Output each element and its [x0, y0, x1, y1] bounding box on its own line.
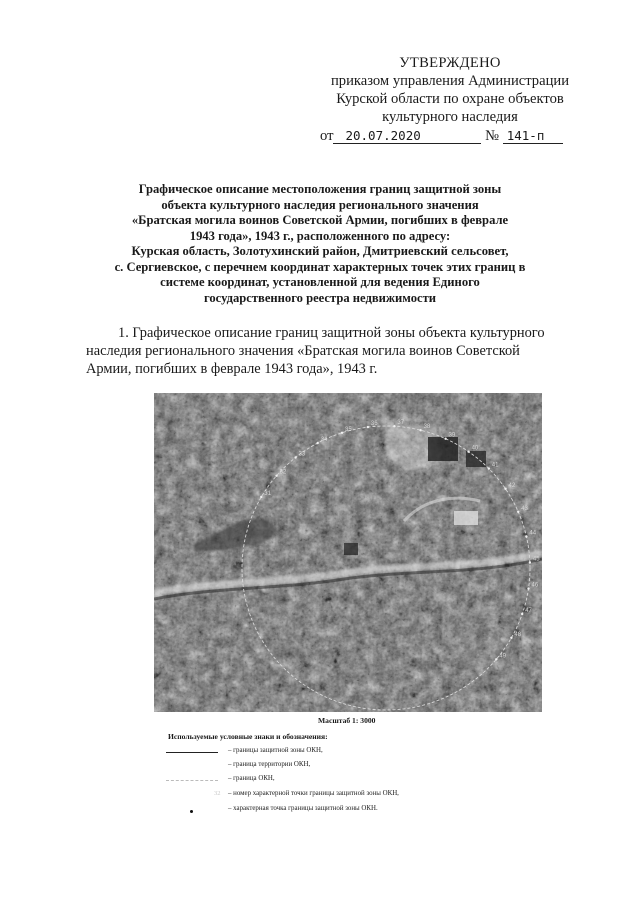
order-date: 20.07.2020	[333, 129, 481, 144]
legend-dot-symbol	[160, 804, 222, 814]
building	[454, 511, 478, 525]
legend-item-text: – характерная точка границы защитной зоны ОКН.	[228, 805, 378, 812]
approval-date-line	[300, 127, 600, 145]
boundary-point-label: 47	[525, 608, 532, 614]
approval-heritage-line: культурного наследия	[382, 109, 518, 125]
building	[344, 543, 358, 555]
boundary-point	[444, 438, 446, 440]
boundary-point	[467, 451, 469, 453]
title-line: 1943 года», 1943 г., расположенного по адресу:	[189, 228, 451, 243]
approval-authority-line: Курской области по охране объектов	[336, 91, 564, 107]
approval-block	[300, 54, 600, 145]
from-label: от	[320, 128, 334, 144]
boundary-point	[521, 613, 523, 615]
boundary-point	[495, 658, 497, 660]
boundary-point-label: 37	[397, 420, 405, 427]
document-title	[70, 182, 570, 306]
boundary-point-label: 44	[529, 530, 537, 537]
legend-point-number-symbol	[160, 789, 222, 799]
boundary-point	[517, 511, 519, 513]
legend-item-text: – граница ОКН,	[228, 775, 275, 782]
boundary-point-label: 38	[423, 424, 431, 431]
paragraph-line: Армии, погибших в феврале 1943 года», 1943 г.	[86, 361, 378, 377]
title-line: объекта культурного наследия регионального значения	[161, 197, 479, 212]
title-line: государственного реестра недвижимости	[203, 290, 437, 305]
boundary-point-label: 46	[531, 582, 539, 589]
legend-dashed-line-symbol	[160, 774, 222, 784]
boundary-point	[529, 561, 531, 563]
title-line: системе координат, установленной для ведения Единого	[160, 275, 480, 289]
boundary-point-label: 39	[448, 432, 456, 439]
section-paragraph	[86, 324, 574, 378]
legend-solid-line-symbol	[160, 746, 222, 756]
boundary-point	[504, 488, 506, 490]
boundary-point-label: 32	[279, 469, 287, 476]
building	[466, 451, 486, 467]
legend-item-text: – границы защитной зоны ОКН,	[228, 747, 323, 754]
boundary-point-label: 36	[370, 421, 378, 428]
building	[428, 437, 458, 461]
paragraph-line: наследия регионального значения «Братская могила воинов Советской	[86, 343, 520, 359]
boundary-point	[317, 442, 319, 444]
boundary-point-label: 49	[499, 653, 506, 660]
boundary-point-label: 41	[491, 462, 499, 469]
number-label: №	[485, 128, 500, 144]
title-line: с. Сергиевское, с перечнем координат характерных точек этих границ в	[114, 259, 526, 274]
boundary-point-label: 42	[508, 482, 516, 489]
legend-item-text: – граница территории ОКН,	[228, 761, 311, 768]
boundary-point	[393, 425, 395, 427]
aerial-map	[154, 393, 542, 712]
legend-blank-symbol	[160, 760, 222, 770]
boundary-point	[294, 456, 296, 458]
legend-item-text: – номер характерной точки границы защитной зоны ОКН,	[228, 790, 399, 797]
legend-title: Используемые условные знаки и обозначения:	[168, 732, 328, 741]
title-line: Графическое описание местоположения границ защитной зоны	[138, 182, 502, 196]
approval-order-line: приказом управления Администрации	[330, 73, 570, 89]
boundary-point-label: 33	[298, 451, 306, 458]
boundary-point-label: 40	[471, 445, 479, 452]
boundary-point-label: 34	[320, 437, 328, 443]
boundary-point-label: 31	[264, 491, 271, 497]
boundary-point	[367, 426, 369, 428]
boundary-point	[260, 496, 262, 498]
boundary-point	[419, 429, 421, 431]
approval-heading: УТВЕРЖДЕНО	[399, 55, 501, 71]
title-line: Курская область, Золотухинский район, Дмитриевский сельсовет,	[131, 244, 509, 258]
aerial-photo-image	[154, 393, 542, 712]
legend-point-number-sample: 32	[214, 790, 221, 797]
boundary-point-label: 35	[345, 426, 352, 433]
boundary-point-label: 48	[514, 631, 522, 638]
title-line: «Братская могила воинов Советской Армии, погибших в феврале	[131, 213, 509, 227]
boundary-point-label: 43	[521, 505, 528, 512]
boundary-point	[341, 432, 343, 434]
boundary-point	[275, 475, 277, 477]
order-number: 141-п	[503, 129, 563, 144]
boundary-point	[525, 535, 527, 537]
boundary-point	[488, 467, 490, 469]
boundary-point-label: 45	[532, 556, 540, 563]
map-scale: Масштаб 1: 3000	[318, 716, 376, 725]
boundary-point	[510, 637, 512, 639]
paragraph-line: 1. Графическое описание границ защитной зоны объекта культурного	[118, 325, 545, 341]
boundary-point	[527, 587, 529, 589]
